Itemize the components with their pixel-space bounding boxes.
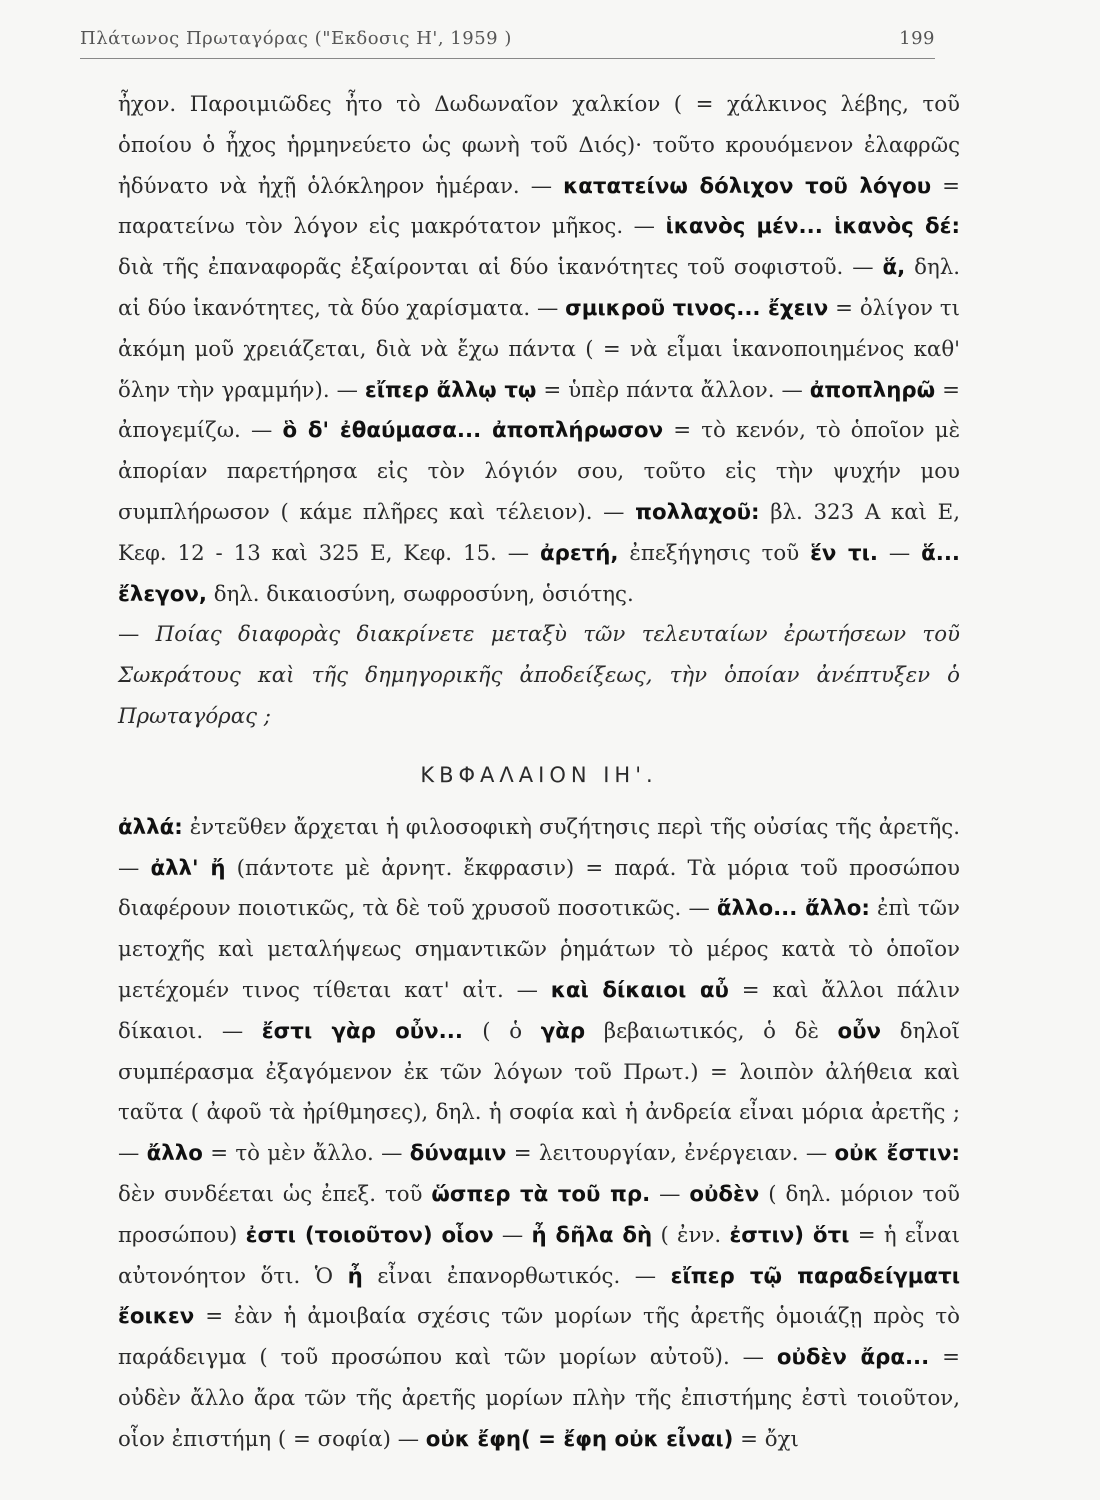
lemma-term: ἐστι (τοιοῦτον) οἷον [245,1222,494,1248]
page-body [118,85,960,1461]
gloss-text: ἐντεῦθεν ἄρχεται ἡ φιλοσοφικὴ συζήτησις περὶ τῆς οὐσίας τῆς ἀρετῆς. — [118,814,960,881]
gloss-text: — [877,540,922,566]
gloss-text: ἐπεξήγησις τοῦ [618,540,811,566]
gloss-text: εἶναι ἐπανορθωτικός. — [362,1263,671,1289]
gloss-text: = ὄχι [733,1426,799,1452]
gloss-text: διὰ τῆς ἐπαναφορᾶς ἐξαίρονται αἱ δύο ἱκανότητες τοῦ σοφιστοῦ. — [118,255,883,281]
lemma-term: ἱκανὸς μέν... ἱκανὸς δέ: [665,214,960,240]
lemma-term: ἄλλο [146,1141,203,1167]
gloss-text: (πάντοτε μὲ ἀρνητ. ἔκφρασιν) = παρά. Τὰ μόρια τοῦ προσώπου διαφέρουν ποιοτικῶς, τὰ δὲ τοῦ χρυσοῦ ποσοτικῶς. — [118,855,960,922]
gloss-text: δηλ. δικαιοσύνη, σωφροσύνη, ὁσιότης. [206,581,634,607]
lemma-term: εἴπερ τῷ παραδείγματι ἔοικεν [118,1263,960,1330]
lemma-term: ἦ δῆλα δὴ [531,1222,653,1248]
lemma-term: οὐδὲν ἄρα... [776,1345,930,1371]
gloss-text: ἐπὶ τῶν μετοχῆς καὶ μεταλήψεως σημαντικῶν ῥημάτων τὸ μέρος κατὰ τὸ ὁποῖον μετέχομέν τινος τίθεται κατ' αἰτ. — [118,896,960,1003]
commentary-paragraph-1 [118,85,960,615]
gloss-text: ( ὁ [482,1018,541,1044]
lemma-term: ἀποπληρῶ [809,377,936,403]
lemma-term: πολλαχοῦ: [635,499,760,525]
lemma-term: ἕν τι. [810,540,878,566]
gloss-text: = καὶ ἄλλοι πάλιν δίκαιοι. — [118,977,960,1044]
lemma-term: ἀλλά: [118,814,183,840]
lemma-term: οὐδὲν [689,1181,760,1207]
lemma-term: καὶ δίκαιοι αὖ [550,977,729,1003]
gloss-text: δηλ. αἱ δύο ἱκανότητες, τὰ δύο χαρίσματα. — [118,255,960,321]
commentary-paragraph-2 [118,808,960,1461]
gloss-text: = τὸ μὲν ἄλλο. — [202,1141,410,1167]
question-text: Ποίας διαφορὰς διακρίνετε μεταξὺ τῶν τελευταίων ἐρωτήσεων τοῦ Σωκράτους καὶ τῆς δημηγορικῆς ἀποδείξεως, τὴν ὁποίαν ἀνέπτυξεν ὁ Πρωταγόρας ; [118,622,960,729]
lemma-term: οὐκ ἔστιν: [834,1141,960,1167]
lemma-term: δύναμιν [409,1141,507,1167]
lemma-term: κατατείνω δόλιχον τοῦ λόγου [563,173,932,199]
gloss-text: = λειτουργίαν, ἐνέργειαν. — [506,1141,835,1167]
gloss-text: = ἡ εἶναι αὐτονόητον ὅτι. Ὁ [118,1222,960,1289]
gloss-text: = ὑπὲρ πάντα ἄλλον. — [536,377,810,403]
lemma-term: ὃ δ' ἐθαύμασα... ἀποπλήρωσον [282,418,664,444]
lemma-term: ἐστιν) ὅτι [729,1222,850,1248]
gloss-text: = οὐδὲν ἄλλο ἄρα τῶν τῆς ἀρετῆς μορίων πλὴν τῆς ἐπιστήμης ἐστὶ τοιοῦτον, οἷον ἐπιστήμη ( = σοφία) — [118,1345,961,1452]
study-question [118,615,960,737]
gloss-text: ἦχον. Παροιμιῶδες ἦτο τὸ Δωδωναῖον χαλκίον ( = χάλκινος λέβης, τοῦ ὁποίου ὁ ἦχος ἡρμηνεύετο ὡς φωνὴ τοῦ Διός)· τοῦτο κρουόμενον ἐλαφρῶς ἠδύνατο νὰ ἠχῇ ὁλόκληρον ἡμέραν. — [118,92,960,199]
lemma-term: σμικροῦ τινος... ἔχειν [565,295,829,321]
lemma-term: ἄλλο... ἄλλο: [716,896,870,922]
lemma-term: ἔστι γὰρ οὖν... [261,1018,483,1044]
lemma-term: ὥσπερ τὰ τοῦ πρ. [431,1181,651,1207]
lemma-term: εἴπερ ἄλλῳ τῳ [364,377,537,403]
chapter-heading: ΚΒΦΑΛΑΙΟΝ ΙΗ'. [420,762,658,787]
lemma-term: οὖν [837,1018,882,1044]
lemma-term: γὰρ [540,1018,586,1044]
gloss-text: δηλοῖ συμπέρασμα ἐξαγόμενον ἐκ τῶν λόγων τοῦ Πρωτ.) = λοιπὸν ἀλήθεια καὶ ταῦτα ( ἀφοῦ τὰ ἠρίθμησες), δηλ. ἡ σοφία καὶ ἡ ἀνδρεία εἶναι μόρια ἀρετῆς ; — [118,1018,960,1167]
gloss-text: — [493,1222,532,1248]
gloss-text: βλ. 323 Α καὶ Ε, Κεφ. 12 - 13 καὶ 325 Ε, Κεφ. 15. — [118,499,960,566]
gloss-text: βεβαιωτικός, ὁ δὲ [585,1018,838,1044]
lemma-term: ἅ... ἔλεγον, [118,540,960,607]
lemma-term: ἦ [347,1263,363,1289]
gloss-text: ( δηλ. μόριον τοῦ προσώπου) [118,1181,961,1248]
gloss-text: ( ἐνν. [652,1222,730,1248]
gloss-text: = τὸ κενόν, τὸ ὁποῖον μὲ ἀπορίαν παρετήρησα εἰς τὸν λόγιόν σου, τοῦτο εἰς τὴν ψυχήν μου συμπλήρωσον ( κάμε πλῆρες καὶ τέλειον). — [118,418,961,525]
gloss-text: = ὀλίγον τι ἀκόμη μοῦ χρειάζεται, διὰ νὰ ἔχω πάντα ( = νὰ εἶμαι ἱκανοποιημένος καθ' ὅλην τὴν γραμμήν). — [118,295,960,403]
lemma-term: ἀλλ' ἤ [150,855,226,881]
gloss-text: — [650,1181,690,1207]
lemma-term: ἀρετή, [539,540,619,566]
page-number: 199 [899,28,935,49]
gloss-text: = παρατείνω τὸν λόγον εἰς μακρότατον μῆκος. — [118,173,960,240]
question-dash: — [118,622,156,648]
gloss-text: = ἐὰν ἡ ἀμοιβαία σχέσις τῶν μορίων τῆς ἀρετῆς ὁμοιάζῃ πρὸς τὸ παράδειγμα ( τοῦ προσώπου καὶ τῶν μορίων αὐτοῦ). — [118,1304,960,1371]
running-title: Πλάτωνος Πρωταγόρας ("Εκδοσις Η', 1959 ) [80,28,512,49]
header-rule [80,58,935,59]
lemma-term: οὐκ ἔφη( = ἔφη οὐκ εἶναι) [425,1426,734,1452]
gloss-text: = ἀπογεμίζω. — [118,377,960,444]
lemma-term: ἅ, [882,255,906,281]
gloss-text: δὲν συνδέεται ὡς ἐπεξ. τοῦ [118,1181,432,1207]
page-header [80,28,935,49]
